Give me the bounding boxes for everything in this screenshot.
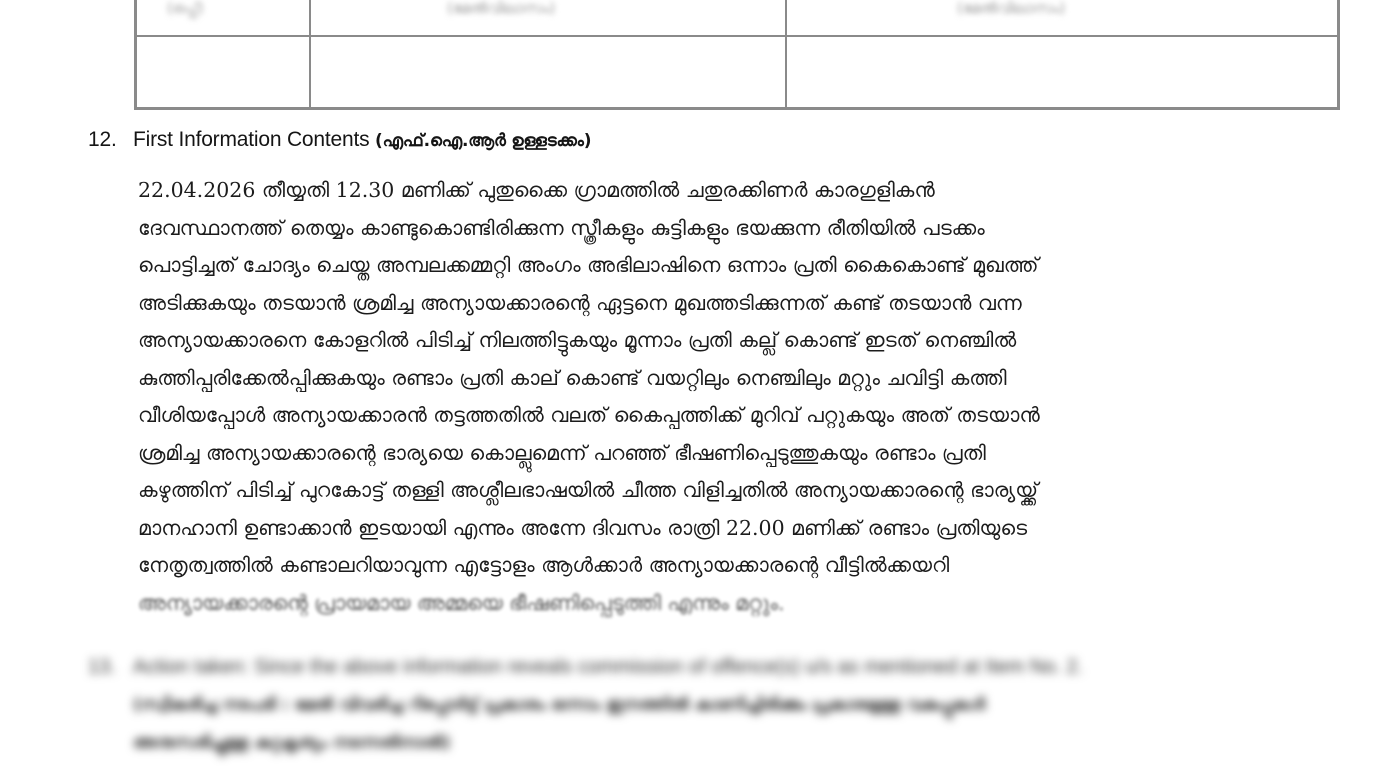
table-row-divider	[137, 35, 1337, 37]
content-line: മാനഹാനി ഉണ്ടാക്കാൻ ഇടയായി എന്നും അന്നേ ദിവസം രാത്രി 22.00 മണിക്ക് രണ്ടാം പ്രതിയുടെ	[138, 515, 1028, 540]
action-taken-text: Action taken: Since the above information reveals commission of offence(s) u/s as mentioned at Item No. 2.	[133, 656, 1084, 678]
table-cell-hint: (ഒപ്പ്)	[167, 0, 204, 17]
table-column-divider	[785, 0, 787, 107]
section-number: 13.	[88, 656, 116, 678]
content-line: കുത്തിപ്പരിക്കേൽപ്പിക്കുകയും രണ്ടാം പ്രതി കാല് കൊണ്ട് വയറ്റിലും നെഞ്ചിലും മറ്റും ചവിട്ടി കത്തി	[138, 365, 1007, 390]
content-line: വീശിയപ്പോൾ അന്യായക്കാരൻ തട്ടത്തതിൽ വലത് കൈപ്പത്തിക്ക് മുറിവ് പറ്റുകയും അത് തടയാൻ	[138, 403, 1040, 427]
table-column-divider	[309, 0, 311, 107]
content-line: അന്യായക്കാരനെ കോളറിൽ പിടിച്ച് നിലത്തിട്ടുകയും മൂന്നാം പ്രതി കല്ല് കൊണ്ട് ഇടത് നെഞ്ചിൽ	[138, 328, 1017, 352]
section-first-information	[88, 128, 1338, 615]
content-line: കഴുത്തിന് പിടിച്ച് പുറകോട്ട് തള്ളി അശ്ലീലഭാഷയിൽ ചീത്ത വിളിച്ചതിൽ അന്യായക്കാരന്റെ ഭാര്യയ്ക്ക്	[138, 478, 1039, 502]
first-information-body	[138, 172, 1328, 622]
table-cell-hint: (മേൽവിലാസം)	[447, 0, 556, 17]
action-taken-line	[88, 648, 1338, 686]
content-line: അന്യായക്കാരന്റെ പ്രായമായ അമ്മയെ ഭീഷണിപ്പെടുത്തി എന്നും മറ്റും.	[138, 590, 785, 615]
section-title-malayalam: (എഫ്.ഐ.ആർ ഉള്ളടക്കം)	[375, 131, 592, 151]
content-line: നേതൃത്വത്തിൽ കണ്ടാലറിയാവുന്ന എട്ടോളം ആൾക്കാർ അന്യായക്കാരന്റെ വീട്ടിൽക്കയറി	[138, 553, 950, 577]
action-taken-malayalam-line: (സ്വീകരിച്ച നടപടി : മേൽ വിവരിച്ച റിപ്പോർട്ട് പ്രകാരം ഒന്നാം ഇനത്തിൽ കാണിച്ചിരിക്കും പ്രകാരമുള്ള വകുപ്പുകൾ	[133, 695, 986, 715]
section-title: First Information Contents	[133, 128, 370, 151]
section-heading	[88, 128, 1338, 152]
table-cell-hint: (മേൽവിലാസം)	[957, 0, 1066, 17]
section-number: 12.	[88, 128, 117, 151]
action-taken-malayalam-line: അനുസരിച്ചുള്ള കുറ്റകൃത്യം നടന്നതിനാൽ)	[133, 733, 451, 753]
content-line: അടിക്കുകയും തടയാൻ ശ്രമിച്ച അന്യായക്കാരന്റെ ഏട്ടനെ മുഖത്തടിക്കുന്നത് കണ്ട് തടയാൻ വന്ന	[138, 290, 1022, 315]
content-line: ശ്രമിച്ച അന്യായക്കാരന്റെ ഭാര്യയെ കൊല്ലുമെന്ന് പറഞ്ഞ് ഭീഷണിപ്പെടുത്തുകയും രണ്ടാം പ്രതി	[138, 440, 986, 465]
content-line: ദേവസ്ഥാനത്ത് തെയ്യം കാണ്ടുകൊണ്ടിരിക്കുന്ന സ്ത്രീകളും കുട്ടികളും ഭയക്കുന്ന രീതിയിൽ പടക്കം	[138, 215, 985, 240]
section-action-taken	[88, 648, 1338, 762]
content-line: പൊട്ടിച്ചത് ചോദ്യം ചെയ്ത അമ്പലക്കമ്മറ്റി അംഗം അഭിലാഷിനെ ഒന്നാം പ്രതി കൈകൊണ്ട് മുഖത്ത്	[138, 253, 1039, 277]
top-table-fragment	[134, 0, 1340, 110]
content-line: 22.04.2026 തീയ്യതി 12.30 മണിക്ക് പുതുക്കൈ ഗ്രാമത്തിൽ ചതുരക്കിണർ കാരഗുളികൻ	[138, 178, 935, 202]
